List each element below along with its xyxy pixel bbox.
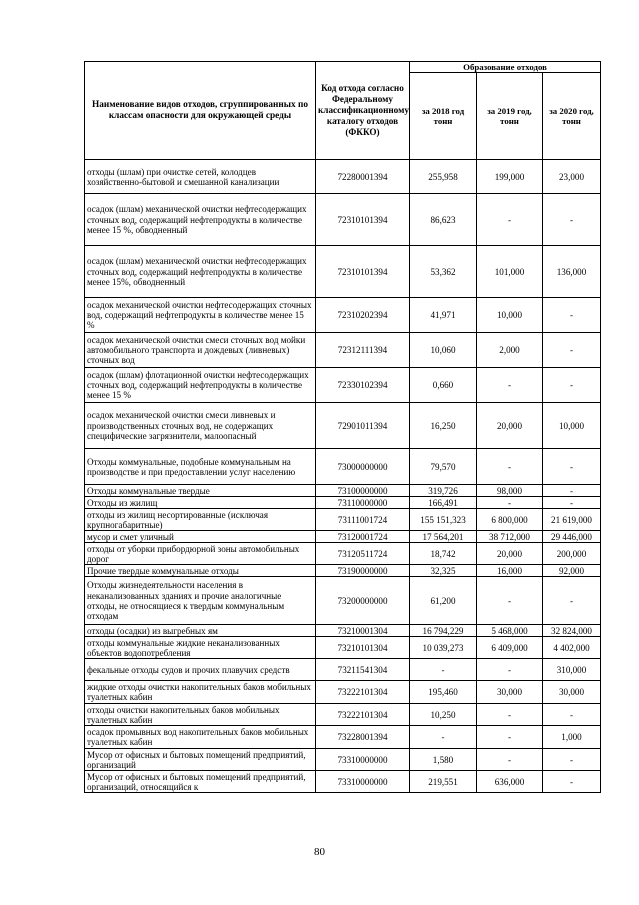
- fkko-code-cell: 72310202394: [316, 298, 410, 333]
- fkko-code-cell: 73110000000: [316, 497, 410, 509]
- table-row: [85, 577, 601, 625]
- amount-2020-cell: 200,000: [543, 543, 601, 565]
- fkko-code-cell: 73210101304: [316, 637, 410, 659]
- table-row: [85, 403, 601, 449]
- table-row: [85, 543, 601, 565]
- fkko-code-cell: 73228001394: [316, 726, 410, 749]
- amount-2019-cell: 20,000: [477, 403, 543, 449]
- fkko-code-cell: 73211541304: [316, 659, 410, 681]
- amount-2019-cell: 98,000: [477, 485, 543, 497]
- waste-table: [84, 61, 601, 793]
- waste-name-cell: отходы из жилищ несортированные (исключая крупногабаритные): [85, 509, 316, 531]
- amount-2019-cell: 6 800,000: [477, 509, 543, 531]
- amount-2019-cell: -: [477, 749, 543, 771]
- amount-2020-cell: -: [543, 333, 601, 368]
- amount-2019-cell: -: [477, 449, 543, 485]
- amount-2018-cell: 16 794,229: [410, 625, 477, 637]
- fkko-code-cell: 72310101394: [316, 194, 410, 246]
- fkko-code-cell: 73120511724: [316, 543, 410, 565]
- amount-2019-cell: 6 409,000: [477, 637, 543, 659]
- fkko-code-cell: 73310000000: [316, 771, 410, 793]
- amount-2020-cell: 30,000: [543, 681, 601, 704]
- page-number: 80: [314, 846, 325, 858]
- amount-2020-cell: 21 619,000: [543, 509, 601, 531]
- fkko-code-cell: 73310000000: [316, 749, 410, 771]
- table-row: [85, 246, 601, 298]
- amount-2019-cell: 30,000: [477, 681, 543, 704]
- fkko-code-cell: 72310101394: [316, 246, 410, 298]
- waste-name-cell: отходы (шлам) при очистке сетей, колодцев хозяйственно-бытовой и смешанной канализации: [85, 160, 316, 194]
- header-waste-formation: Образование отходов: [410, 62, 601, 73]
- table-row: [85, 726, 601, 749]
- amount-2018-cell: 53,362: [410, 246, 477, 298]
- amount-2020-cell: 136,000: [543, 246, 601, 298]
- header-fkko-code: Код отхода согласно Федеральному классификационному каталогу отходов (ФККО): [316, 62, 410, 160]
- table-row: [85, 531, 601, 543]
- table-row: [85, 637, 601, 659]
- fkko-code-cell: 73200000000: [316, 577, 410, 625]
- amount-2018-cell: 10,250: [410, 704, 477, 726]
- amount-2020-cell: 4 402,000: [543, 637, 601, 659]
- table-body: [85, 160, 601, 793]
- amount-2018-cell: 319,726: [410, 485, 477, 497]
- header-year-2019: за 2019 год, тонн: [477, 73, 543, 160]
- waste-name-cell: Отходы из жилищ: [85, 497, 316, 509]
- amount-2019-cell: -: [477, 704, 543, 726]
- amount-2019-cell: 199,000: [477, 160, 543, 194]
- amount-2019-cell: 10,000: [477, 298, 543, 333]
- table-row: [85, 333, 601, 368]
- fkko-code-cell: 72312111394: [316, 333, 410, 368]
- waste-name-cell: Отходы жизнедеятельности населения в неканализованных зданиях и прочие аналогичные отходы, не относящиеся к твердым коммунальным отходам: [85, 577, 316, 625]
- amount-2019-cell: -: [477, 659, 543, 681]
- amount-2020-cell: 29 446,000: [543, 531, 601, 543]
- amount-2018-cell: 41,971: [410, 298, 477, 333]
- waste-name-cell: Отходы коммунальные твердые: [85, 485, 316, 497]
- table-row: [85, 160, 601, 194]
- amount-2020-cell: 32 824,000: [543, 625, 601, 637]
- amount-2020-cell: 92,000: [543, 565, 601, 577]
- waste-name-cell: Мусор от офисных и бытовых помещений предприятий, организаций, относящийся к: [85, 771, 316, 793]
- waste-name-cell: осадок (шлам) флотационной очистки нефтесодержащих сточных вод, содержащий нефтепродукты в количестве менее 15 %: [85, 368, 316, 403]
- amount-2020-cell: 310,000: [543, 659, 601, 681]
- amount-2018-cell: 219,551: [410, 771, 477, 793]
- amount-2020-cell: -: [543, 577, 601, 625]
- amount-2019-cell: -: [477, 194, 543, 246]
- amount-2018-cell: 155 151,323: [410, 509, 477, 531]
- amount-2018-cell: 17 564,201: [410, 531, 477, 543]
- waste-name-cell: фекальные отходы судов и прочих плавучих средств: [85, 659, 316, 681]
- fkko-code-cell: 73111001724: [316, 509, 410, 531]
- amount-2019-cell: 2,000: [477, 333, 543, 368]
- amount-2019-cell: 20,000: [477, 543, 543, 565]
- amount-2020-cell: -: [543, 497, 601, 509]
- waste-name-cell: мусор и смет уличный: [85, 531, 316, 543]
- amount-2019-cell: -: [477, 577, 543, 625]
- amount-2020-cell: -: [543, 298, 601, 333]
- table-row: [85, 368, 601, 403]
- table-row: [85, 659, 601, 681]
- fkko-code-cell: 73000000000: [316, 449, 410, 485]
- amount-2018-cell: 10,060: [410, 333, 477, 368]
- waste-name-cell: Прочие твердые коммунальные отходы: [85, 565, 316, 577]
- amount-2020-cell: -: [543, 771, 601, 793]
- table-row: [85, 704, 601, 726]
- waste-name-cell: отходы от уборки прибордюрной зоны автомобильных дорог: [85, 543, 316, 565]
- fkko-code-cell: 72901011394: [316, 403, 410, 449]
- fkko-code-cell: 73210001304: [316, 625, 410, 637]
- amount-2018-cell: -: [410, 659, 477, 681]
- amount-2020-cell: -: [543, 449, 601, 485]
- amount-2020-cell: -: [543, 368, 601, 403]
- amount-2020-cell: -: [543, 704, 601, 726]
- header-year-2020: за 2020 год, тонн: [543, 73, 601, 160]
- table-row: [85, 565, 601, 577]
- fkko-code-cell: 73222101304: [316, 704, 410, 726]
- fkko-code-cell: 73222101304: [316, 681, 410, 704]
- waste-name-cell: жидкие отходы очистки накопительных баков мобильных туалетных кабин: [85, 681, 316, 704]
- amount-2018-cell: 32,325: [410, 565, 477, 577]
- amount-2018-cell: 0,660: [410, 368, 477, 403]
- amount-2018-cell: 16,250: [410, 403, 477, 449]
- table-row: [85, 485, 601, 497]
- table-row: [85, 449, 601, 485]
- waste-name-cell: Отходы коммунальные, подобные коммунальным на производстве и при предоставлении услуг населению: [85, 449, 316, 485]
- waste-name-cell: осадок промывных вод накопительных баков мобильных туалетных кабин: [85, 726, 316, 749]
- amount-2018-cell: 255,958: [410, 160, 477, 194]
- header-year-2018: за 2018 год тонн: [410, 73, 477, 160]
- table-row: [85, 625, 601, 637]
- amount-2019-cell: -: [477, 726, 543, 749]
- table-row: [85, 749, 601, 771]
- amount-2020-cell: -: [543, 485, 601, 497]
- amount-2018-cell: -: [410, 726, 477, 749]
- fkko-code-cell: 72330102394: [316, 368, 410, 403]
- amount-2019-cell: -: [477, 497, 543, 509]
- amount-2020-cell: -: [543, 749, 601, 771]
- table-row: [85, 298, 601, 333]
- amount-2018-cell: 61,200: [410, 577, 477, 625]
- amount-2019-cell: 636,000: [477, 771, 543, 793]
- waste-name-cell: осадок механической очистки нефтесодержащих сточных вод, содержащий нефтепродукты в количестве менее 15 %: [85, 298, 316, 333]
- fkko-code-cell: 73120001724: [316, 531, 410, 543]
- table-row: [85, 509, 601, 531]
- table-row: [85, 771, 601, 793]
- amount-2018-cell: 79,570: [410, 449, 477, 485]
- waste-name-cell: отходы коммунальные жидкие неканализованных объектов водопотребления: [85, 637, 316, 659]
- amount-2018-cell: 86,623: [410, 194, 477, 246]
- amount-2018-cell: 166,491: [410, 497, 477, 509]
- waste-name-cell: осадок механической очистки смеси сточных вод мойки автомобильного транспорта и дождевых (ливневых) сточных вод: [85, 333, 316, 368]
- fkko-code-cell: 73100000000: [316, 485, 410, 497]
- fkko-code-cell: 72280001394: [316, 160, 410, 194]
- waste-name-cell: осадок механической очистки смеси ливневых и производственных сточных вод, не содержащих специфические загрязнители, малоопасный: [85, 403, 316, 449]
- amount-2018-cell: 18,742: [410, 543, 477, 565]
- amount-2019-cell: -: [477, 368, 543, 403]
- amount-2019-cell: 38 712,000: [477, 531, 543, 543]
- amount-2020-cell: 10,000: [543, 403, 601, 449]
- header-waste-name: Наименование видов отходов, сгруппированных по классам опасности для окружающей среды: [85, 62, 316, 160]
- waste-name-cell: отходы очистки накопительных баков мобильных туалетных кабин: [85, 704, 316, 726]
- waste-name-cell: осадок (шлам) механической очистки нефтесодержащих сточных вод, содержащий нефтепродукты в количестве менее 15 %, обводненный: [85, 194, 316, 246]
- table-row: [85, 194, 601, 246]
- table-row: [85, 681, 601, 704]
- amount-2020-cell: 23,000: [543, 160, 601, 194]
- table-row: [85, 497, 601, 509]
- amount-2020-cell: 1,000: [543, 726, 601, 749]
- amount-2018-cell: 195,460: [410, 681, 477, 704]
- amount-2019-cell: 5 468,000: [477, 625, 543, 637]
- waste-name-cell: отходы (осадки) из выгребных ям: [85, 625, 316, 637]
- waste-name-cell: Мусор от офисных и бытовых помещений предприятий, организаций: [85, 749, 316, 771]
- fkko-code-cell: 73190000000: [316, 565, 410, 577]
- amount-2018-cell: 1,580: [410, 749, 477, 771]
- amount-2019-cell: 101,000: [477, 246, 543, 298]
- amount-2018-cell: 10 039,273: [410, 637, 477, 659]
- amount-2020-cell: -: [543, 194, 601, 246]
- waste-name-cell: осадок (шлам) механической очистки нефтесодержащих сточных вод, содержащий нефтепродукты в количестве менее 15%, обводненный: [85, 246, 316, 298]
- amount-2019-cell: 16,000: [477, 565, 543, 577]
